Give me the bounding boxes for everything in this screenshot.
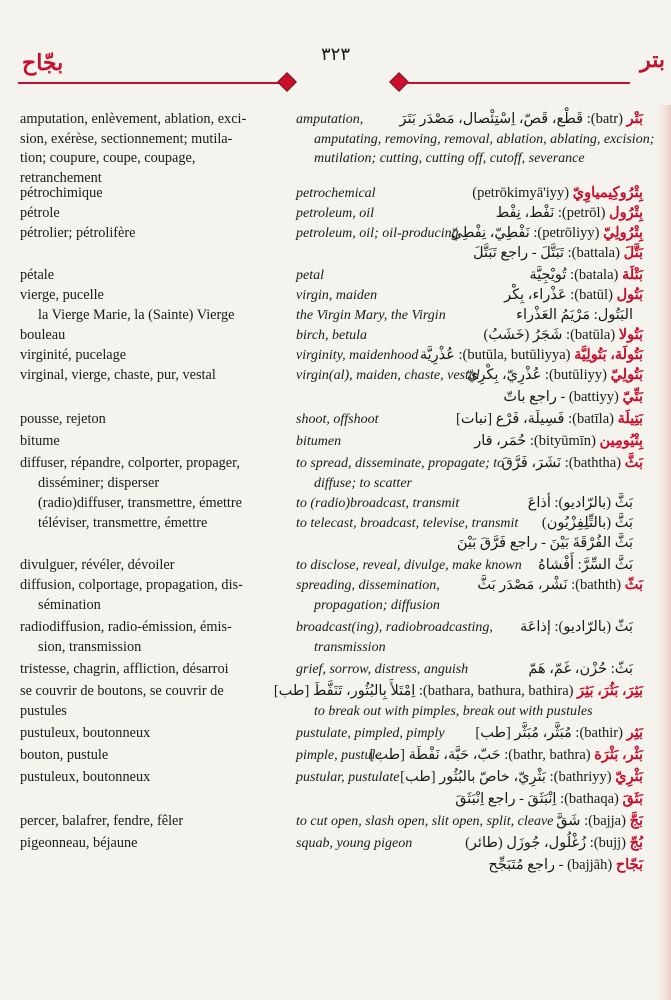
french-translation: [20, 454, 278, 493]
arabic-definition: (butūla, butūliyya): عُذْرِيَّة: [419, 347, 571, 363]
arabic-definition: (battiyy) - راجع باتّ: [503, 389, 619, 405]
arabic-definition: بَثَّ السِّرَّ: أَفْشاهُ: [538, 557, 633, 573]
english-line: shoot, offshoot: [296, 412, 379, 427]
page-number: ٣٢٣: [320, 44, 350, 64]
arabic-entry: [283, 432, 643, 452]
arabic-entry: [283, 366, 643, 386]
french-line: [20, 388, 278, 408]
arabic-definition: (bujj): زُغْلُول، جُوزَل (طائر): [465, 835, 626, 851]
french-translation: [20, 204, 278, 224]
arabic-definition: (batūl): عَذْراء، بِكْر: [504, 287, 613, 303]
arabic-headword: بَتُولِيّ: [610, 367, 643, 383]
french-translation: [20, 366, 278, 386]
page-header: [0, 0, 671, 105]
arabic-entry: [283, 204, 643, 224]
arabic-entry: [273, 618, 633, 638]
arabic-definition: (petrōliyy): نَفْطِيّ، نِفْطِيّ: [450, 225, 600, 241]
arabic-entry: [283, 326, 643, 346]
english-line: petroleum, oil: [296, 206, 375, 221]
french-line: virginité, pucelage: [20, 347, 127, 363]
french-line: téléviser, transmettre, émettre: [38, 515, 208, 531]
arabic-entry: [283, 790, 643, 810]
arabic-entry: [283, 856, 643, 876]
french-line: pustuleux, boutonneux: [20, 769, 151, 785]
arabic-headword: بَتَّلَ: [623, 245, 643, 261]
arabic-definition: (bathr, bathra): حَبّ، حَبَّة، نَفْطَة [طب]: [369, 747, 591, 763]
arabic-headword: بَجَّ: [629, 813, 643, 829]
english-line: to break out with pimples, break out with pustules: [314, 703, 593, 719]
english-line: spreading, dissemination,: [296, 578, 440, 593]
arabic-definition: (batr): قَطْع، قَصّ، اِسْتِئْصال، مَصْدَر بَتَرَ: [399, 111, 623, 127]
french-translation: [20, 346, 278, 366]
arabic-headword: بَثِر: [626, 725, 643, 741]
header-rule-left: [18, 82, 286, 84]
french-line: diffuser, répandre, colporter, propager,: [20, 455, 240, 471]
arabic-definition: البَتُول: مَرْيَمُ العَذْراء: [516, 307, 633, 323]
arabic-entry: [283, 454, 643, 474]
arabic-definition: (bathir): مُبَثَّر، مُبَثَّر [طب]: [475, 725, 623, 741]
french-translation: [20, 286, 278, 306]
french-translation: [20, 682, 278, 721]
french-line: pustuleux, boutonneux: [20, 725, 151, 741]
english-line: pustulate, pimpled, pimply: [296, 726, 445, 741]
french-translation: [20, 306, 278, 326]
french-translation: [20, 768, 278, 788]
french-translation: [20, 494, 278, 514]
french-line: pétrolier; pétrolifère: [20, 225, 136, 241]
arabic-entry: [283, 834, 643, 854]
french-line: amputation, enlèvement, ablation, exci-: [20, 111, 247, 127]
french-line: radiodiffusion, radio-émission, émis-: [20, 619, 232, 635]
arabic-definition: (baththa): نَشَرَ، فَرَّقَ: [501, 455, 622, 471]
arabic-definition: (battala): تَبَتَّلَ - راجع تَبَتَّلَ: [473, 245, 620, 261]
arabic-entry: [273, 514, 633, 534]
arabic-definition: (bajja): شَقَّ: [556, 813, 626, 829]
french-line: pousse, rejeton: [20, 411, 106, 427]
english-line: petroleum, oil; oil-producing: [296, 226, 459, 241]
english-line: to spread, disseminate, propagate; to: [296, 456, 505, 471]
english-line: to cut open, slash open, slit open, split, cleave: [296, 814, 554, 829]
french-line: retranchement: [20, 169, 102, 186]
french-line: sion, exérèse, sectionnement; mutila-: [20, 130, 233, 147]
french-translation: [20, 724, 278, 744]
english-line: to telecast, broadcast, televise, transmit: [296, 516, 519, 531]
arabic-entry: [283, 286, 643, 306]
arabic-definition: (batīla): فَسِيلَة، فَرْع [نبات]: [455, 411, 614, 427]
arabic-definition: بَثَّ الفُرْقَةَ بَيْنَ - راجع فَرَّقَ بَيْنَ: [456, 535, 633, 551]
french-translation: [20, 618, 278, 657]
french-translation: [20, 746, 278, 766]
arabic-entry: [283, 110, 643, 130]
french-line: pétrole: [20, 205, 60, 221]
arabic-entry: [283, 346, 643, 366]
arabic-entry: [283, 266, 643, 286]
arabic-entry: [283, 224, 643, 244]
arabic-headword: بِتْرُولِيّ: [603, 225, 643, 241]
arabic-definition: (petrōkimyā'iyy): [472, 185, 570, 201]
french-translation: [20, 184, 278, 204]
french-line: pigeonneau, béjaune: [20, 835, 138, 851]
arabic-headword: بَتْر: [626, 111, 643, 127]
french-line: bitume: [20, 433, 60, 449]
french-translation: [20, 388, 278, 408]
french-line: [20, 856, 278, 876]
french-line: [20, 790, 278, 810]
running-head-right: بتر: [640, 47, 665, 72]
arabic-headword: بَجّاح: [615, 857, 643, 873]
arabic-headword: بَتِّيّ: [622, 389, 643, 405]
english-line: petrochemical: [296, 186, 376, 201]
french-translation: [20, 514, 278, 534]
english-line: squab, young pigeon: [296, 836, 413, 851]
arabic-headword: بَتْلَة: [622, 267, 643, 283]
arabic-headword: بُجّ: [629, 835, 643, 851]
arabic-entry: [273, 306, 633, 326]
french-line: pétale: [20, 267, 55, 283]
arabic-entry: [273, 556, 633, 576]
french-line: percer, balafrer, fendre, fêler: [20, 813, 184, 829]
arabic-definition: بَثَّ (بالتِّلِفِزْيُون): [541, 515, 633, 531]
arabic-entry: [283, 812, 643, 832]
arabic-entry: [283, 410, 643, 430]
arabic-definition: بَثّ: حُزْن، غَمّ، هَمّ: [528, 661, 633, 677]
margin-edge: [657, 105, 671, 1000]
arabic-headword: بِتْيُومِين: [599, 433, 643, 449]
english-line: propagation; diffusion: [314, 597, 440, 613]
arabic-entry: [273, 682, 643, 702]
french-line: disséminer; disperser: [38, 474, 160, 491]
french-line: pustules: [20, 702, 67, 719]
english-line: to disclose, reveal, divulge, make known: [296, 558, 522, 573]
arabic-entry: [283, 244, 643, 264]
arabic-headword: بَتُولَة، بَتُولِيَّة: [574, 347, 643, 363]
english-line: virgin, maiden: [296, 288, 378, 303]
french-translation: [20, 432, 278, 452]
english-line: mutilation; cutting, cutting off, cutoff, severance: [314, 151, 585, 166]
arabic-headword: بَتُول: [616, 287, 643, 303]
english-line: pustular, pustulate: [296, 770, 400, 785]
french-translation: [20, 660, 278, 680]
english-line: bitumen: [296, 434, 342, 449]
english-line: amputating, removing, removal, ablation, ablating, excision;: [314, 131, 655, 147]
arabic-entry: [283, 768, 643, 788]
arabic-definition: (bajjāh) - راجع مُتَبَجِّح: [488, 857, 613, 873]
french-translation: [20, 410, 278, 430]
arabic-definition: (batala): تُويْجِيَّة: [529, 267, 619, 283]
french-line: la Vierge Marie, la (Sainte) Vierge: [38, 307, 235, 323]
english-line: the Virgin Mary, the Virgin: [296, 308, 446, 323]
arabic-entry: [283, 388, 643, 408]
arabic-headword: بَثْر، بَثْرَة: [594, 747, 643, 763]
french-line: pétrochimique: [20, 185, 103, 201]
arabic-entry: [283, 724, 643, 744]
running-head-left: بجّاح: [22, 50, 64, 75]
arabic-definition: (butūliyy): عُذْرِيّ، بِكْرِيّ: [466, 367, 607, 383]
english-line: grief, sorrow, distress, anguish: [296, 662, 469, 677]
arabic-headword: بِتْرُول: [609, 205, 643, 221]
arabic-entry: [273, 660, 633, 680]
english-line: amputation,: [296, 112, 364, 127]
french-translation: [20, 812, 278, 832]
french-translation: [20, 856, 278, 876]
french-translation: [20, 534, 278, 554]
header-rule-right: [396, 82, 630, 84]
arabic-headword: بَتِيلَة: [617, 411, 643, 427]
french-translation: [20, 224, 278, 244]
arabic-definition: (bityūmīn): حُمَر، قار: [474, 433, 596, 449]
arabic-entry: [283, 746, 643, 766]
french-translation: [20, 576, 278, 615]
english-line: transmission: [314, 639, 386, 655]
arabic-headword: بَثَقَ: [622, 791, 643, 807]
english-line: pimple, pustule: [296, 748, 382, 763]
english-line: petal: [296, 268, 324, 283]
french-line: (radio)diffuser, transmettre, émettre: [38, 495, 242, 511]
arabic-headword: بَثِرَ، بَثُرَ، بَثِرَ: [577, 683, 643, 699]
french-line: divulguer, révéler, dévoiler: [20, 557, 175, 573]
french-line: bouton, pustule: [20, 747, 109, 763]
arabic-definition: بَثّ (بالرّاديو): إذاعَة: [519, 619, 633, 635]
diamond-ornament-left: [277, 72, 297, 92]
arabic-entry: [273, 494, 633, 514]
french-line: [20, 534, 278, 554]
french-line: sion, transmission: [38, 638, 142, 655]
french-line: sémination: [38, 596, 101, 613]
arabic-headword: بَتُولا: [618, 327, 643, 343]
french-line: tristesse, chagrin, affliction, désarroi: [20, 661, 229, 677]
arabic-entry: [283, 576, 643, 596]
arabic-headword: بَثَّ: [624, 455, 643, 471]
french-line: [20, 244, 278, 264]
french-line: se couvrir de boutons, se couvrir de: [20, 683, 224, 699]
arabic-definition: (petrōl): نَفْط، نِفْط: [495, 205, 606, 221]
french-translation: [20, 556, 278, 576]
french-translation: [20, 790, 278, 810]
arabic-definition: (bathaqa): اِنْبَثَقَ - راجع اِنْبَثَقَ: [455, 791, 619, 807]
french-line: tion; coupure, coupe, coupage,: [20, 150, 196, 166]
english-line: virgin(al), maiden, chaste, vestal: [296, 368, 480, 383]
arabic-definition: (bathara, bathura, bathira): اِمْتَلأَ بِالبُثُور، تَنَفَّطَ [طب]: [273, 683, 574, 699]
english-line: birch, betula: [296, 328, 368, 343]
english-line: broadcast(ing), radiobroadcasting,: [296, 620, 493, 635]
french-line: bouleau: [20, 327, 66, 343]
french-translation: [20, 110, 278, 188]
arabic-definition: (bathriyy): بَثْرِيّ، خاصّ بالبُثُور [طب]: [400, 769, 612, 785]
arabic-definition: (batūla): شَجَرُ (خَشَبُ): [483, 327, 616, 343]
arabic-headword: بَثّ: [624, 577, 643, 593]
french-translation: [20, 266, 278, 286]
english-line: virginity, maidenhood: [296, 348, 419, 363]
english-line: to (radio)broadcast, transmit: [296, 496, 460, 511]
arabic-entry: [273, 534, 633, 554]
french-line: vierge, pucelle: [20, 287, 104, 303]
french-line: diffusion, colportage, propagation, dis-: [20, 577, 243, 593]
french-translation: [20, 834, 278, 854]
arabic-headword: بَثْرِيّ: [615, 769, 643, 785]
arabic-definition: (bathth): نَشْر، مَصْدَر بَثَّ: [477, 577, 622, 593]
arabic-definition: بَثَّ (بالرّاديو): أذاعَ: [527, 495, 633, 511]
arabic-headword: بِتْرُوكِيمياوِيّ: [572, 185, 643, 201]
english-line: diffuse; to scatter: [314, 475, 412, 491]
arabic-entry: [283, 184, 643, 204]
french-translation: [20, 244, 278, 264]
french-translation: [20, 326, 278, 346]
french-line: virginal, vierge, chaste, pur, vestal: [20, 367, 216, 383]
